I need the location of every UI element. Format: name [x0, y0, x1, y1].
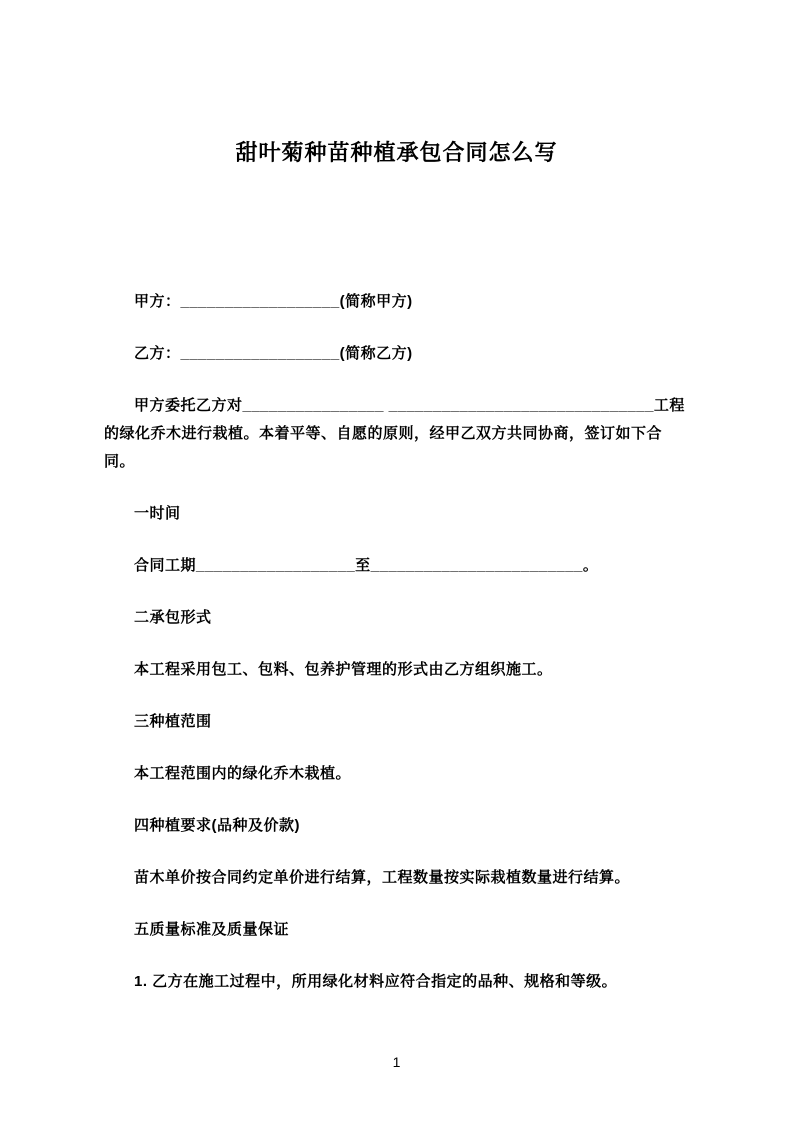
page-number: 1: [392, 1054, 401, 1070]
section-1-heading: 一时间: [134, 505, 181, 522]
commission-clause: 甲方委托乙方对________________ ______________________________工程的绿化乔木进行栽植。本着平等、自愿的原则，经甲乙双方共同协商，签订如下合同。: [104, 397, 685, 470]
section-3-body: 本工程范围内的绿化乔木栽植。: [134, 765, 352, 782]
party-b-line: 乙方：__________________(简称乙方): [134, 345, 413, 362]
section-4-body: 苗木单价按合同约定单价进行结算，工程数量按实际栽植数量进行结算。: [134, 869, 631, 886]
section-4-heading: 四种植要求(品种及价款): [134, 817, 300, 834]
section-2-body: 本工程采用包工、包料、包养护管理的形式由乙方组织施工。: [134, 661, 553, 678]
section-5-item-1: 1. 乙方在施工过程中，所用绿化材料应符合指定的品种、规格和等级。: [134, 973, 618, 990]
contract-period-line: 合同工期__________________至________________________。: [134, 557, 599, 574]
section-3-heading: 三种植范围: [134, 713, 212, 730]
document-title: 甜叶菊种苗种植承包合同怎么写: [235, 140, 558, 165]
section-5-heading: 五质量标准及质量保证: [134, 921, 290, 938]
party-a-line: 甲方：__________________(简称甲方): [134, 293, 413, 310]
section-2-heading: 二承包形式: [134, 609, 212, 626]
document-body: [0, 288, 793, 996]
